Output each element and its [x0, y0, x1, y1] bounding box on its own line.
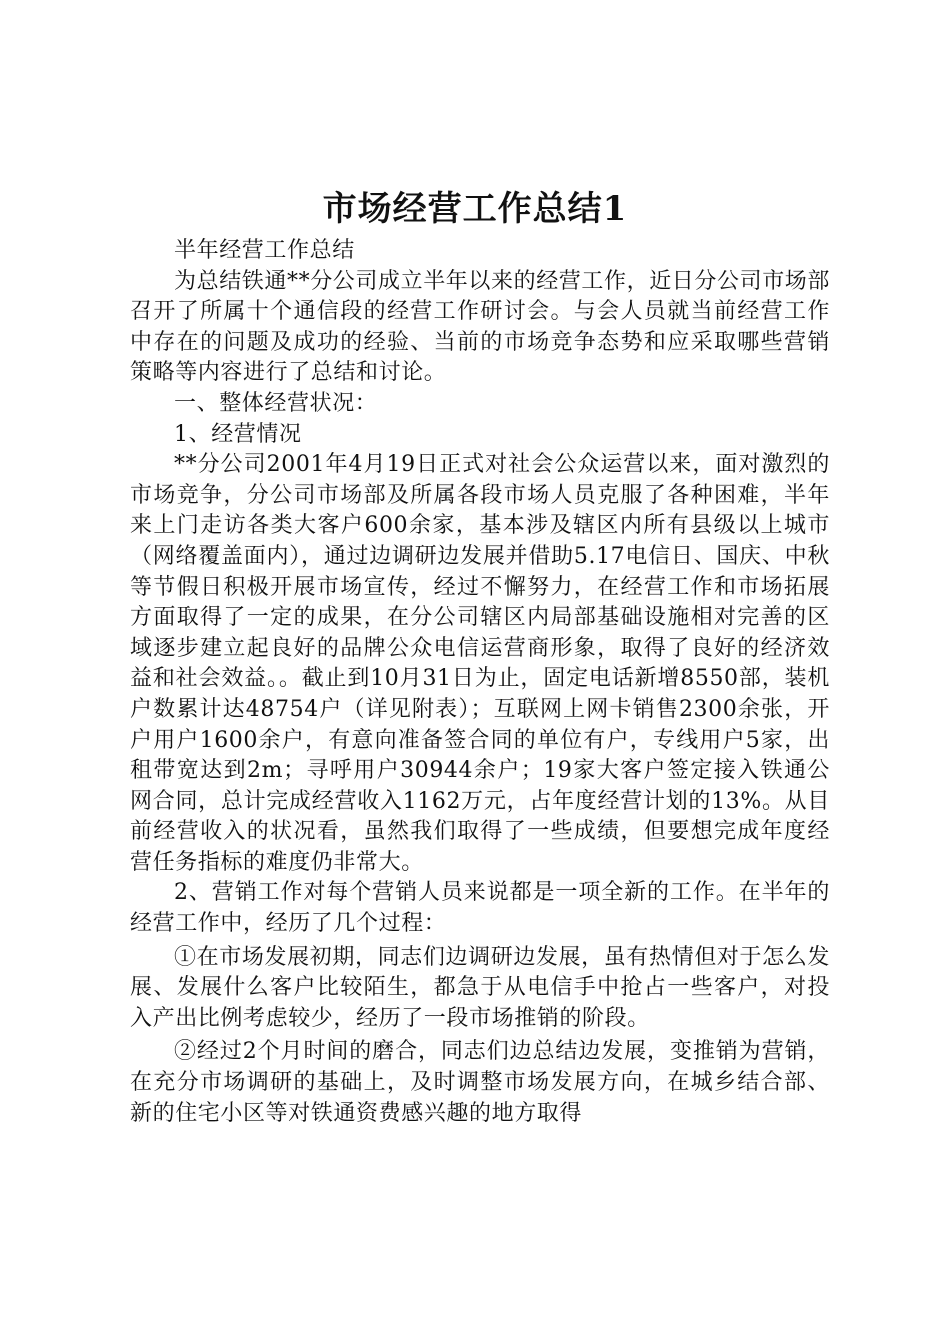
- subsection-heading-operations: 1、经营情况: [174, 421, 302, 447]
- paragraph-subtitle: 半年经营工作总结: [174, 238, 355, 263]
- paragraph-stage-1: ①在市场发展初期，同志们边调研边发展，虽有热情但对于怎么发展、发展什么客户比较陌生，都急于从电信手中抢占一些客户，对投入产出比例考虑较少，经历了一段市场推销的阶段。: [130, 944, 830, 1031]
- paragraph-operations: **分公司2001年4月19日正式对社会公众运营以来，面对激烈的市场竞争，分公司市场部及所属各段市场人员克服了各种困难，半年来上门走访各类大客户600余家，基本涉及辖区内所有县级以上城市（网络覆盖面内），通过边调研边发展并借助5.17电信日、国庆、中秋等节假日积极开展市场宣传，经过不懈努力，在经营工作和市场拓展方面取得了一定的成果，在分公司辖区内局部基础设施相对完善的区域逐步建立起良好的品牌公众电信运营商形象，取得了良好的经济效益和社会效益。。截止到10月31日为止，固定电话新增8550部，装机户数累计达48754户（详见附表）；互联网上网卡销售2300余张，开户用户1600余户，有意向准备签合同的单位有户，专线用户5家，出租带宽达到2m；寻呼用户30944余户；19家大客户签定接入铁通公网合同，总计完成经营收入1162万元，占年度经营计划的13%。从目前经营收入的状况看，虽然我们取得了一些成绩，但要想完成年度经营任务指标的难度仍非常大。: [130, 452, 830, 875]
- section-heading-overall: 一、整体经营状况：: [174, 390, 378, 416]
- paragraph-marketing: 2、营销工作对每个营销人员来说都是一项全新的工作。在半年的经营工作中，经历了几个过程：: [130, 880, 830, 937]
- document-body: [130, 236, 830, 1129]
- paragraph-stage-2: ②经过2个月时间的磨合，同志们边总结边发展，变推销为营销，在充分市场调研的基础上，及时调整市场发展方向，在城乡结合部、新的住宅小区等对铁通资费感兴趣的地方取得: [130, 1039, 830, 1126]
- document-title: 市场经营工作总结1: [322, 189, 628, 229]
- paragraph-intro: 为总结铁通**分公司成立半年以来的经营工作，近日分公司市场部召开了所属十个通信段的经营工作研讨会。与会人员就当前经营工作中存在的问题及成功的经验、当前的市场竞争态势和应采取哪些营销策略等内容进行了总结和讨论。: [130, 268, 831, 386]
